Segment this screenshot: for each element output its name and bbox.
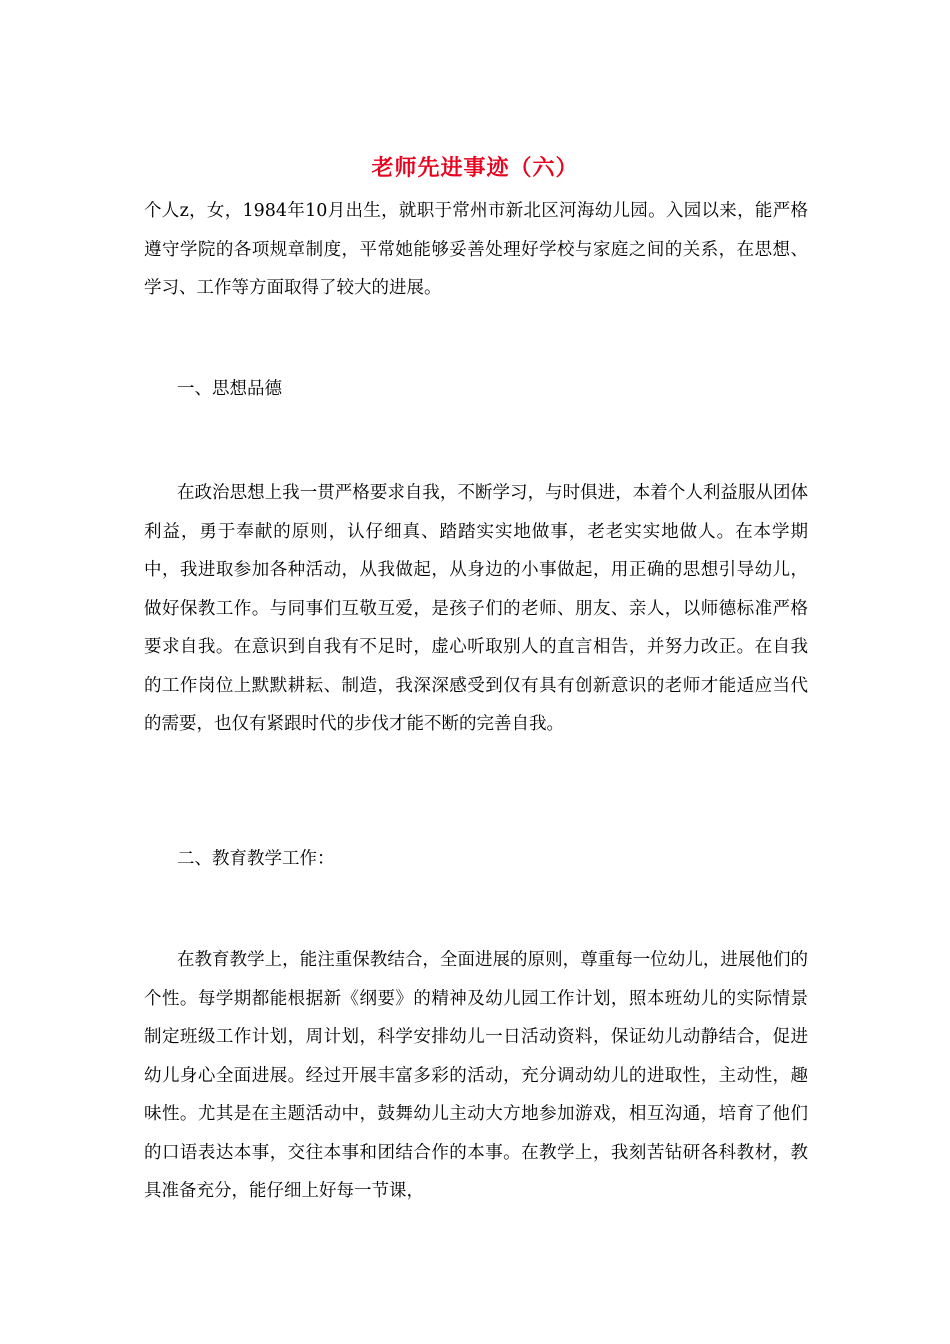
section-body-moral: 在政治思想上我一贯严格要求自我，不断学习，与时俱进，本着个人利益服从团体利益，勇于奉献的原则，认仔细真、踏踏实实地做事，老老实实地做人。在本学期中，我进取参加各种活动，从我做起，从身边的小事做起，用正确的思想引导幼儿，做好保教工作。与同事们互敬互爱，是孩子们的老师、朋友、亲人，以师德标准严格要求自我。在意识到自我有不足时，虚心听取别人的直言相告，并努力改正。在自我的工作岗位上默默耕耘、制造，我深深感受到仅有具有创新意识的老师才能适应当代的需要，也仅有紧跟时代的步伐才能不断的完善自我。 — [144, 483, 808, 734]
document-title: 老师先进事迹（六） — [371, 155, 579, 181]
section-heading-moral: 一、思想品德 — [177, 379, 282, 399]
intro-paragraph: 个人z，女，1984年10月出生，就职于常州市新北区河海幼儿园。入园以来，能严格遵守学院的各项规章制度，平常她能够妥善处理好学校与家庭之间的关系，在思想、学习、工作等方面取得了较大的进展。 — [144, 201, 808, 298]
section-heading-teaching: 二、教育教学工作： — [177, 849, 335, 869]
section-body-teaching: 在教育教学上，能注重保教结合，全面进展的原则，尊重每一位幼儿，进展他们的个性。每学期都能根据新《纲要》的精神及幼儿园工作计划，照本班幼儿的实际情景制定班级工作计划，周计划，科学安排幼儿一日活动资料，保证幼儿动静结合，促进幼儿身心全面进展。经过开展丰富多彩的活动，充分调动幼儿的进取性，主动性，趣味性。尤其是在主题活动中，鼓舞幼儿主动大方地参加游戏，相互沟通，培育了他们的口语表达本事，交往本事和团结合作的本事。在教学上，我刻苦钻研各科教材，教具准备充分，能仔细上好每一节课， — [144, 950, 808, 1201]
